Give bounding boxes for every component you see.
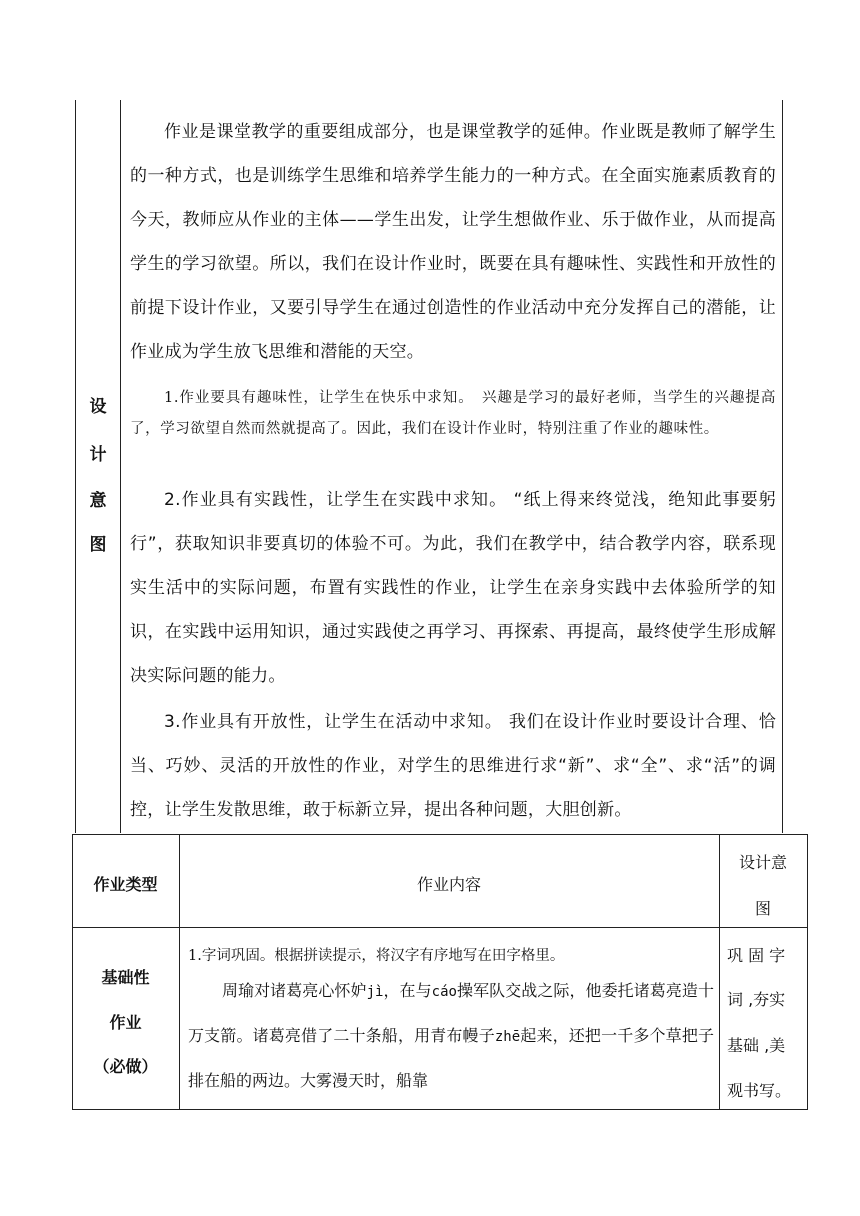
section-label-char: 图 xyxy=(89,535,107,555)
point-open-paragraph: 3.作业具有开放性，让学生在活动中求知。 我们在设计作业时要设计合理、恰当、巧妙、灵活的开放性的作业，对学生的思维进行求“新”、求“全”、求“活”的调控，让学生发散思维，敢于标新立异，提出各种问题，大胆创新。 xyxy=(130,712,776,820)
pinyin-hint: jì xyxy=(366,984,384,1000)
point-practice-paragraph: 2.作业具有实践性，让学生在实践中求知。 “纸上得来终觉浅，绝知此事要躬行”，获取知识非要真切的体验不可。为此，我们在教学中，结合教学内容，联系现实生活中的实际问题，布置有实践性的作业，让学生在亲身实践中去体验所学的知识，在实践中运用知识，通过实践使之再学习、再探索、再提高，最终使学生形成解决实际问题的能力。 xyxy=(130,490,776,686)
header-content: 作业内容 xyxy=(416,875,481,894)
row-type-line3: （必做） xyxy=(93,1057,158,1076)
section-label-char: 计 xyxy=(89,445,107,465)
pinyin-hint: zhē xyxy=(494,1029,521,1045)
header-intent-line1: 设计意 xyxy=(738,853,787,872)
header-type: 作业类型 xyxy=(93,875,158,894)
row-intent-line: 巩 固 字 xyxy=(727,946,786,965)
section-label-char: 设 xyxy=(89,397,107,417)
passage-text: 周瑜对诸葛亮心怀妒 xyxy=(222,981,367,1000)
task-passage xyxy=(188,969,714,1103)
intro-paragraph: 作业是课堂教学的重要组成部分，也是课堂教学的延伸。作业既是教师了解学生的一种方式，也是训练学生思维和培养学生能力的一种方式。在全面实施素质教育的今天，教师应从作业的主体——学生出发，让学生想做作业、乐于做作业，从而提高学生的学习欲望。所以，我们在设计作业时，既要在具有趣味性、实践性和开放性的前提下设计作业，又要引导学生在通过创造性的作业活动中充分发挥自己的潜能，让作业成为学生放飞思维和潜能的天空。 xyxy=(130,122,776,362)
task-title: 1.字词巩固。根据拼读提示，将汉字有序地写在田字格里。 xyxy=(188,948,565,964)
row-type-line2: 作业 xyxy=(109,1013,142,1032)
passage-text: 操军队交战之际，他委托诸葛亮造十万支箭。诸葛亮借了二十条船，用青布幔子 xyxy=(188,981,714,1045)
row-type-line1: 基础性 xyxy=(101,968,150,987)
point-fun-paragraph: 1.作业要具有趣味性，让学生在快乐中求知。 兴趣是学习的最好老师，当学生的兴趣提高了，学习欲望自然而然就提高了。因此，我们在设计作业时，特别注重了作业的趣味性。 xyxy=(130,390,776,437)
passage-text: ，在与 xyxy=(383,981,432,1000)
row-intent-line: 观书写。 xyxy=(727,1081,792,1100)
header-intent-line2: 图 xyxy=(754,899,771,918)
section-label-char: 意 xyxy=(89,491,107,511)
pinyin-hint: cáo xyxy=(431,984,457,1000)
row-intent-line: 基础 ,美 xyxy=(727,1036,786,1055)
row-intent-line: 词 ,夯实 xyxy=(727,990,786,1009)
passage-text: 起来，还把一千多个草把子排在船的两边。大雾漫天时，船靠 xyxy=(188,1026,714,1090)
